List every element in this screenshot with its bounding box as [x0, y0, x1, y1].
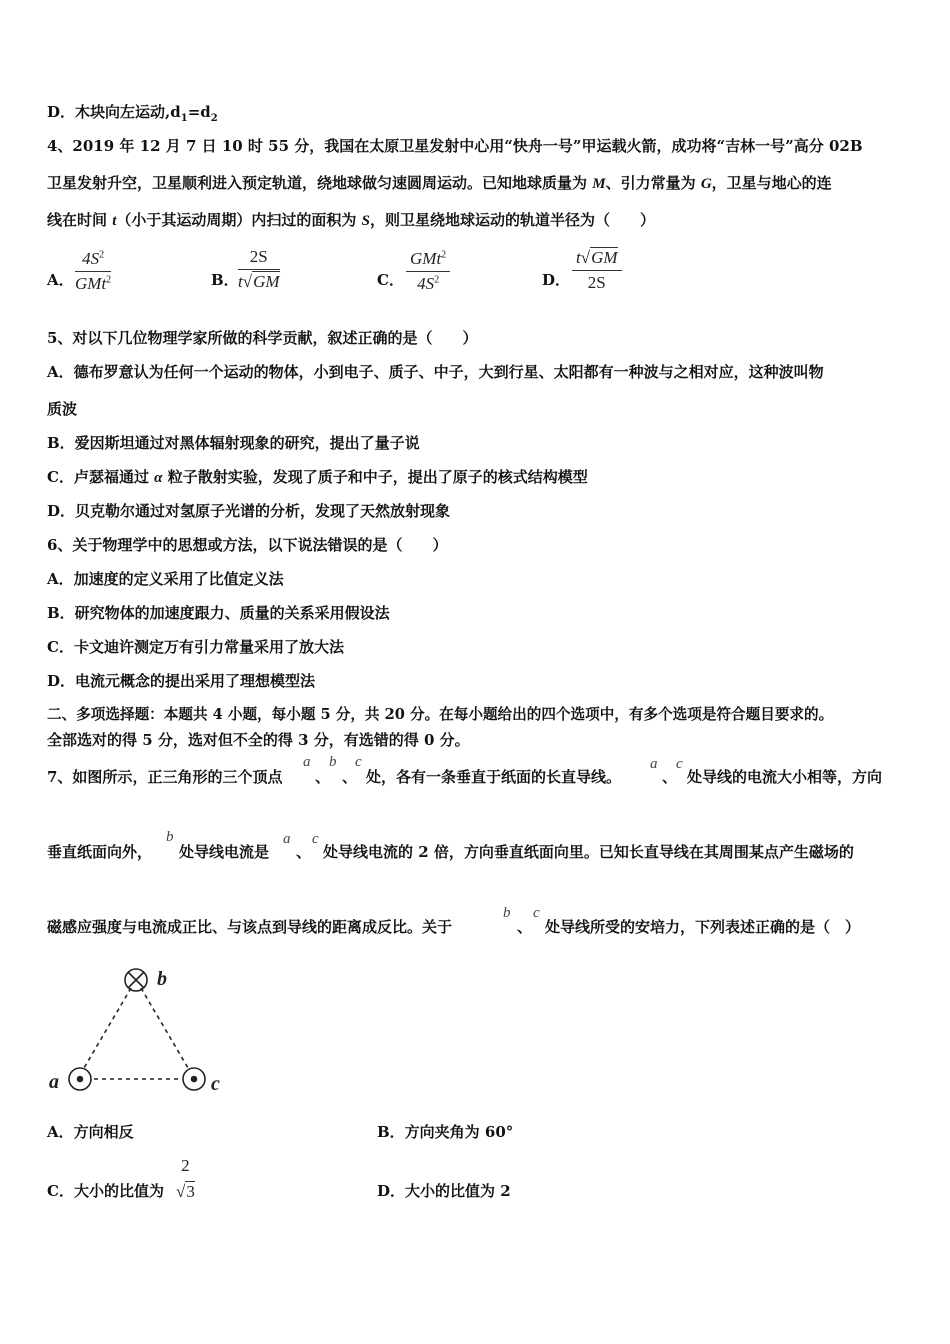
q7-c-den: 3: [186, 1182, 195, 1201]
q4-c-num: GMt: [410, 249, 442, 268]
q4-a-num: 4S: [82, 249, 100, 268]
q7-var-a-2: a: [650, 756, 658, 772]
fig-label-a: a: [49, 1071, 59, 1093]
q4-d-den: 2S: [587, 273, 606, 292]
q6-option-c: C．卡文迪许测定万有引力常量采用了放大法: [47, 638, 344, 656]
q7-l1d: 处，各有一条垂直于纸面的长直导线。: [366, 768, 622, 786]
q4-option-c-label: C．: [377, 271, 404, 289]
fig-label-c: c: [211, 1073, 220, 1095]
q7-var-b-2: b: [166, 829, 174, 845]
q7-l2b: 处导线电流是: [179, 843, 270, 861]
q3-d1-subscript: 1: [180, 113, 188, 124]
q5-option-a-line2: 质波: [47, 400, 78, 418]
q7-l3b: 、: [517, 918, 533, 936]
q7-l2a: 垂直纸面向外，: [47, 843, 153, 861]
q7-option-d: D．大小的比值为 2: [377, 1182, 511, 1200]
triangle-edge-bc: [141, 988, 188, 1068]
q4-option-b-label: B．: [211, 271, 239, 289]
q7-var-a-3: a: [283, 831, 291, 847]
fig-label-b: b: [157, 968, 167, 990]
q4-option-b-fraction: $\frac{2S}{t√GM}$: [238, 247, 280, 291]
q4-l2a: 卫星发射升空，卫星顺利进入预定轨道，绕地球做匀速圆周运动。已知地球质量为: [47, 174, 593, 192]
q4-b-den-pre: t: [238, 272, 243, 291]
q4-l3c: ，则卫星绕地球运动的轨道半径为（ ）: [369, 211, 655, 229]
q7-l1c: 、: [342, 768, 365, 786]
q6-option-a: A．加速度的定义采用了比值定义法: [47, 570, 284, 588]
q4-l2c: ，卫星与地心的连: [711, 174, 832, 192]
q7-l2c: 、: [296, 843, 312, 861]
q7-var-c-3: c: [312, 831, 319, 847]
q7-l1b: 、: [315, 768, 338, 786]
q4-var-t: t: [112, 213, 117, 229]
q4-d-num-pre: t: [576, 248, 581, 267]
q4-option-a-label: A．: [47, 271, 74, 289]
q4-var-G: G: [700, 176, 712, 192]
q7-var-c-4: c: [533, 905, 540, 921]
q3-option-d-text: D．木块向左运动,d: [47, 103, 181, 121]
q5-option-a-line1: A．德布罗意认为任何一个运动的物体，小到电子、质子、中子，大到行星、太阳都有一种波与之相对应，这种波叫物: [47, 363, 824, 381]
q4-l3a: 线在时间: [47, 211, 113, 229]
q4-a-num-exp: 2: [99, 249, 105, 261]
q7-option-a: A．方向相反: [47, 1123, 134, 1141]
q7-var-c-2: c: [676, 756, 683, 772]
section2-heading-line1: 二、多项选择题：本题共 4 小题，每小题 5 分，共 20 分。在每小题给出的四个选项中，有多个选项是符合题目要求的。: [47, 706, 834, 723]
q7-option-b: B．方向夹角为 60°: [377, 1123, 514, 1141]
q3-d2-subscript: 2: [210, 113, 218, 124]
q4-c-den-exp: 2: [434, 274, 440, 286]
q4-l2b: 、引力常量为: [605, 174, 701, 192]
q4-option-a-fraction: [75, 249, 111, 294]
q4-b-num: 2S: [238, 247, 280, 270]
q4-l3b: （小于其运动周期）内扫过的面积为: [116, 211, 362, 229]
q4-a-den-exp: 2: [106, 274, 112, 286]
q7-l1f: 处导线的电流大小相等，方向: [687, 768, 883, 786]
q5-option-c: [47, 467, 588, 488]
triangle-edge-ab: [84, 988, 131, 1068]
q4-var-S: S: [361, 213, 370, 229]
q5-option-b: B．爱因斯坦通过对黑体辐射现象的研究，提出了量子说: [47, 434, 420, 452]
q4-stem-line1: 4、2019 年 12 月 7 日 10 时 55 分，我国在太原卫星发射中心用“快舟一号”甲运载火箭，成功将“吉林一号”高分 02B: [47, 137, 863, 155]
q7-l1a: 7、如图所示，正三角形的三个顶点: [47, 768, 283, 786]
q4-d-num-root: GM: [591, 248, 618, 267]
q7-l3c: 处导线所受的安培力，下列表述正确的是（ ）: [545, 918, 861, 936]
wire-c-out-of-page-icon: [183, 1068, 205, 1090]
q4-c-num-exp: 2: [441, 249, 447, 261]
q7-l2d: 处导线电流的 2 倍，方向垂直纸面向里。已知长直导线在其周围某点产生磁场的: [323, 843, 854, 861]
q6-option-d: D．电流元概念的提出采用了理想模型法: [47, 672, 316, 690]
q4-a-den: GMt: [75, 274, 107, 293]
q7-var-c-1: c: [355, 754, 362, 770]
wire-b-into-page-icon: [125, 969, 147, 991]
q7-var-a-1: a: [303, 754, 311, 770]
q5-c-alpha: α: [154, 470, 163, 486]
q4-option-d-label: D．: [542, 271, 571, 289]
q4-stem-line3: [47, 210, 655, 231]
q5-c-pre: C．卢瑟福通过: [47, 468, 155, 486]
q6-stem: 6、关于物理学中的思想或方法，以下说法错误的是（ ）: [47, 536, 448, 554]
q5-stem: 5、对以下几位物理学家所做的科学贡献，叙述正确的是（ ）: [47, 329, 478, 347]
q6-option-b: B．研究物体的加速度跟力、质量的关系采用假设法: [47, 604, 390, 622]
q4-option-d-fraction: $\frac{t√GM}{2S}$: [572, 248, 622, 293]
q7-l3a: 磁感应强度与电流成正比、与该点到导线的距离成反比。关于: [47, 918, 453, 936]
section2-heading-line2: 全部选对的得 5 分，选对但不全的得 3 分，有选错的得 0 分。: [47, 731, 470, 749]
q7-option-c: C．大小的比值为: [47, 1182, 164, 1200]
q4-b-den-root: GM: [253, 272, 280, 291]
q7-var-b-3: b: [503, 905, 511, 921]
q5-option-d: D．贝克勒尔通过对氢原子光谱的分析，发现了天然放射现象: [47, 502, 451, 520]
q4-option-c-fraction: [406, 249, 450, 294]
q4-var-M: M: [592, 176, 606, 192]
q7-option-c-fraction: 2 √3: [176, 1156, 195, 1201]
q7-c-num: 2: [181, 1156, 190, 1175]
q5-c-post: 粒子散射实验，发现了质子和中子，提出了原子的核式结构模型: [162, 468, 588, 486]
q7-var-b-1: b: [329, 754, 337, 770]
q4-c-den: 4S: [417, 274, 435, 293]
q7-l1e: 、: [662, 768, 678, 786]
wire-a-out-of-page-icon: [69, 1068, 91, 1090]
q3-option-d: [47, 102, 218, 129]
q3-eq-text: =d: [187, 103, 211, 121]
q4-stem-line2: [47, 173, 832, 194]
q7-triangle-figure: [44, 958, 244, 1098]
